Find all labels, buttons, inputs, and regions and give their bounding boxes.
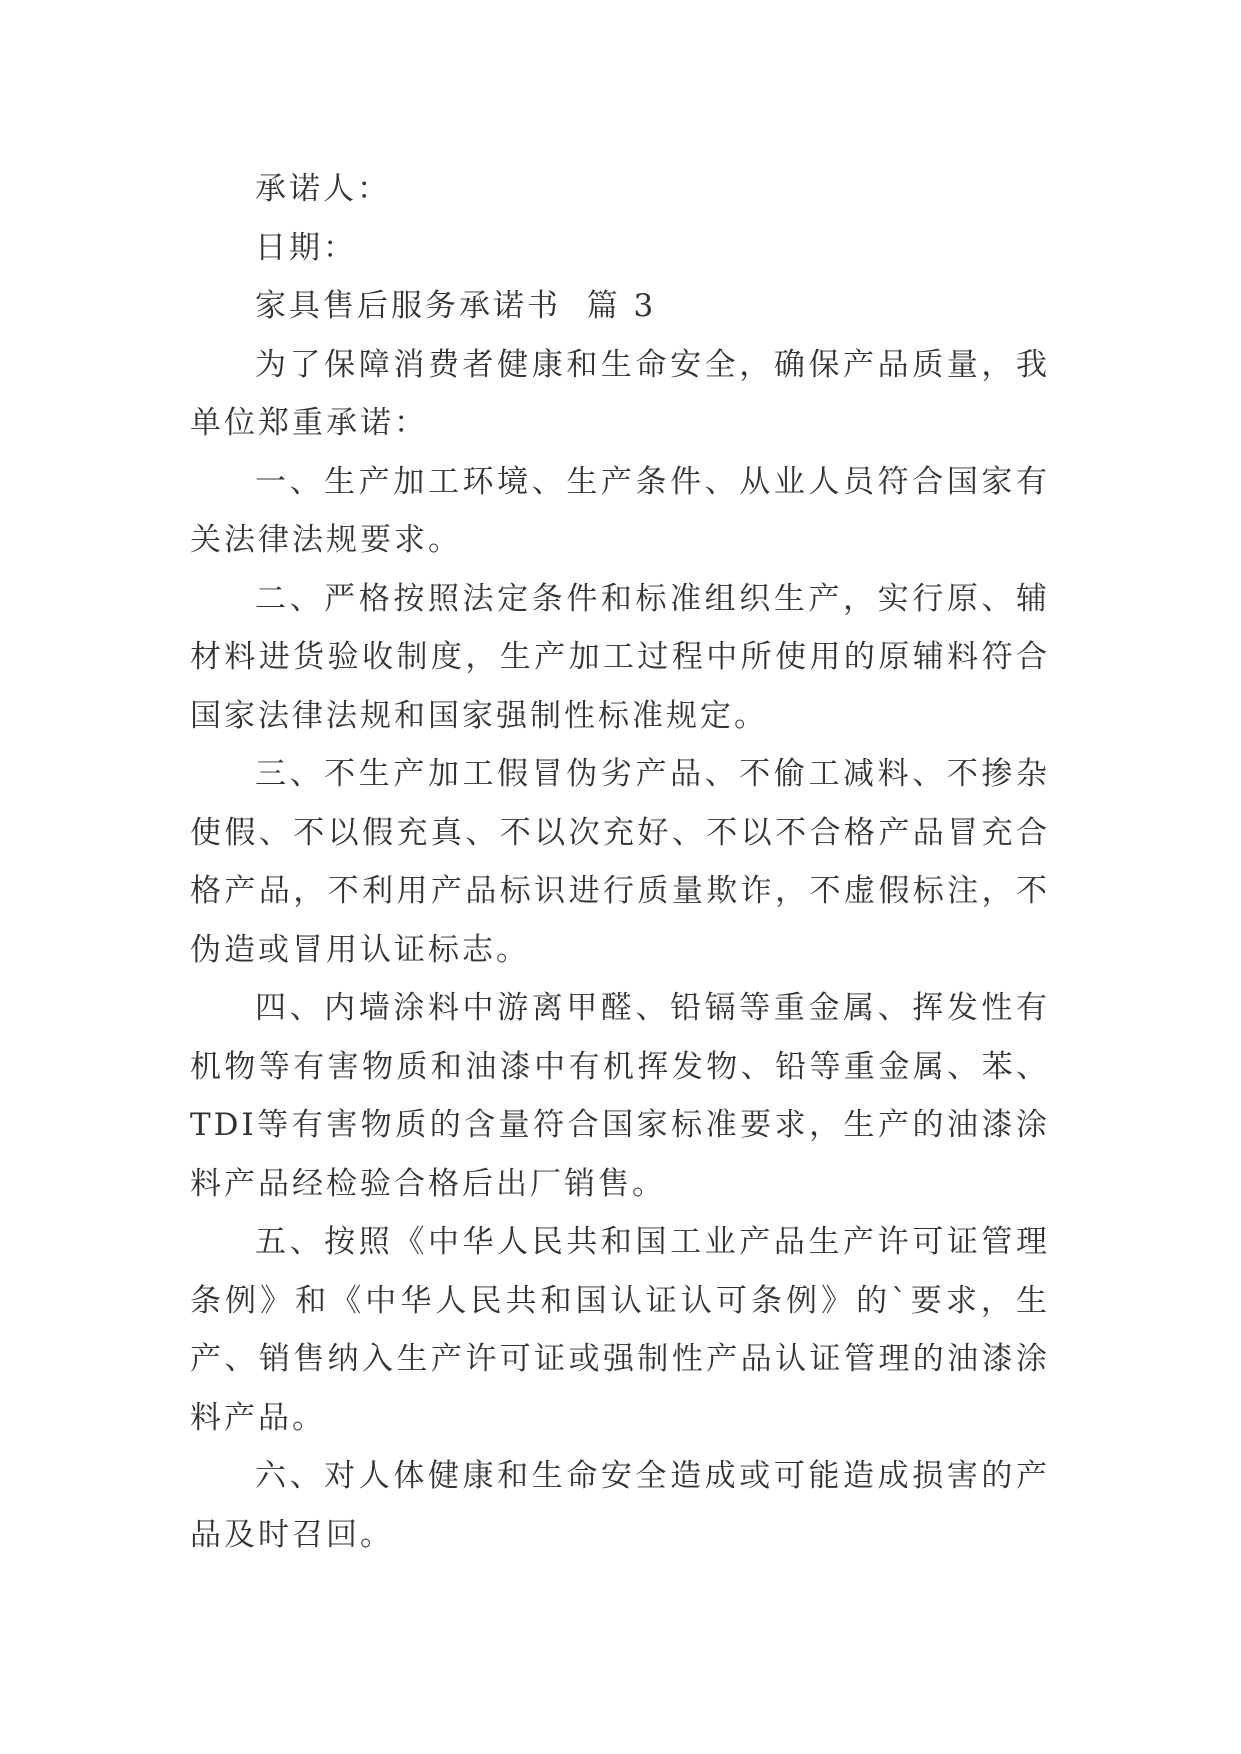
document-body bbox=[190, 160, 1050, 1564]
section-title: 家具售后服务承诺书 篇 3 bbox=[255, 288, 657, 324]
commitment-item-6: 六、对人体健康和生命安全造成或可能造成损害的产品及时召回。 bbox=[190, 1458, 1050, 1553]
intro-paragraph: 为了保障消费者健康和生命安全，确保产品质量，我单位郑重承诺： bbox=[190, 346, 1050, 441]
commitment-item-2: 二、严格按照法定条件和标准组织生产，实行原、辅材料进货验收制度，生产加工过程中所使用的原辅料符合国家法律法规和国家强制性标准规定。 bbox=[190, 580, 1050, 734]
signer-label: 承诺人： bbox=[255, 171, 391, 207]
date-label: 日期： bbox=[255, 229, 357, 266]
commitment-item-4: 四、内墙涂料中游离甲醛、铅镉等重金属、挥发性有机物等有害物质和油漆中有机挥发物、铅等重金属、苯、TDI等有害物质的含量符合国家标准要求，生产的油漆涂料产品经检验合格后出厂销售。 bbox=[190, 990, 1050, 1202]
commitment-item-1: 一、生产加工环境、生产条件、从业人员符合国家有关法律法规要求。 bbox=[190, 463, 1050, 558]
commitment-item-5: 五、按照《中华人民共和国工业产品生产许可证管理条例》和《中华人民共和国认证认可条例》的`要求，生产、销售纳入生产许可证或强制性产品认证管理的油漆涂料产品。 bbox=[190, 1224, 1050, 1436]
commitment-item-3: 三、不生产加工假冒伪劣产品、不偷工减料、不掺杂使假、不以假充真、不以次充好、不以不合格产品冒充合格产品，不利用产品标识进行质量欺诈，不虚假标注，不伪造或冒用认证标志。 bbox=[190, 756, 1050, 968]
